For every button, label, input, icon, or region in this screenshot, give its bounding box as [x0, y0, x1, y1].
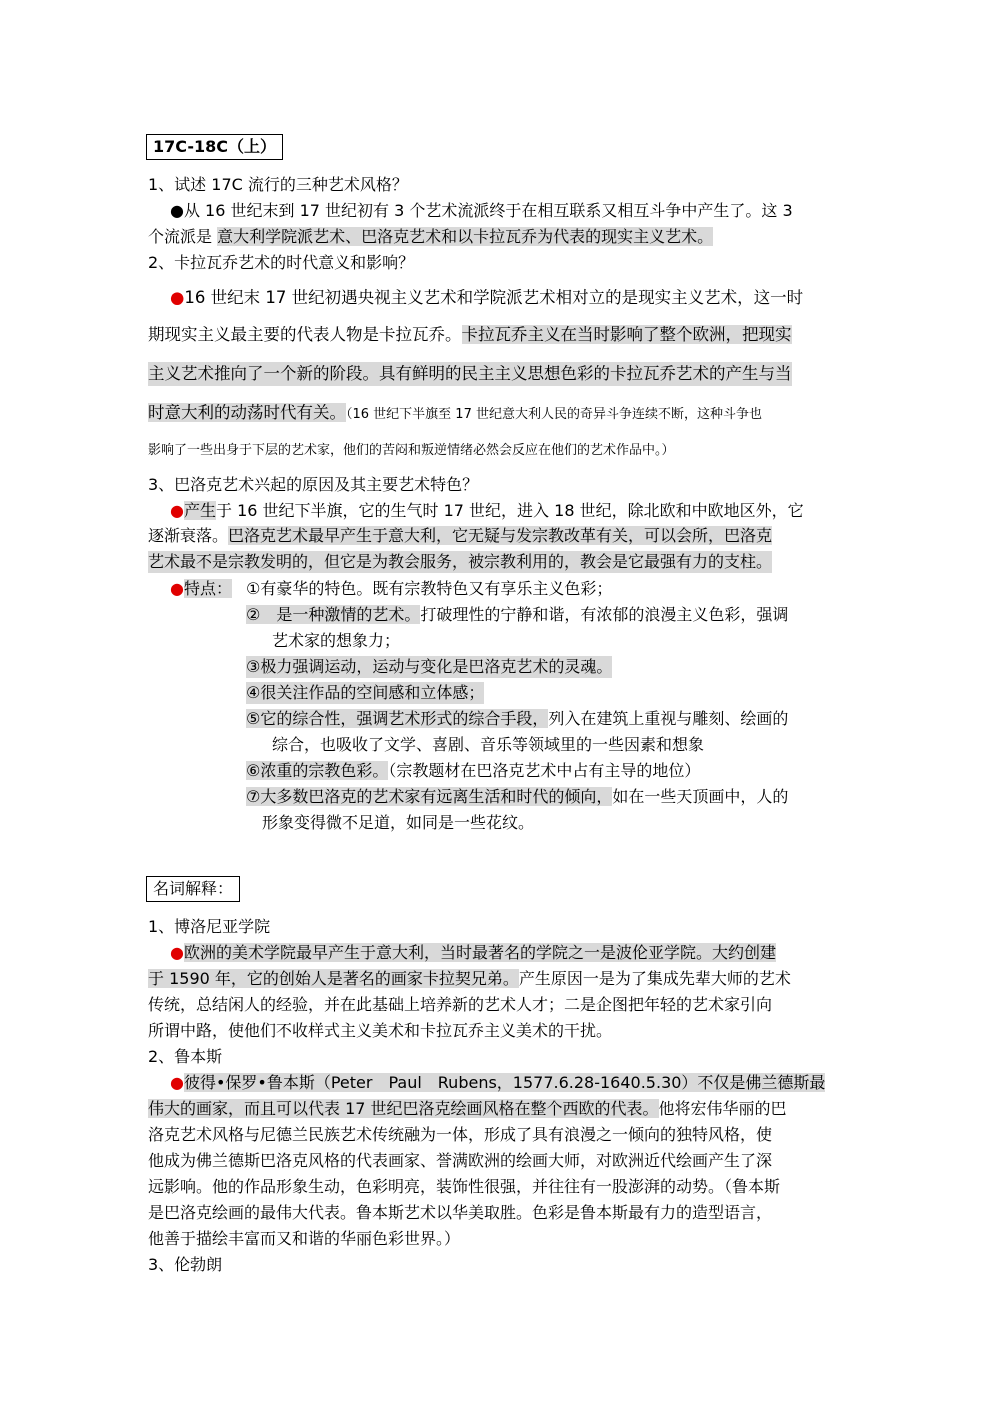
bullet-icon: ●	[170, 579, 184, 598]
term-1-line-4: 所谓中路，使他们不收样式主义美术和卡拉瓦乔主义美术的干扰。	[148, 1021, 613, 1040]
term-2-line-4: 他成为佛兰德斯巴洛克风格的代表画家、誉满欧洲的绘画大师，对欧洲近代绘画产生了深	[148, 1151, 773, 1170]
q3-text-1b: 于 16 世纪下半旗，它的生气时 17 世纪，进入 18 世纪，除北欧和中欧地区外，它	[215, 501, 804, 520]
bullet-icon: ●	[170, 501, 184, 520]
question-1: 1、试述 17C 流行的三种艺术风格？	[148, 175, 408, 194]
term-2-title: 2、鲁本斯	[148, 1047, 223, 1066]
q3-text-2b: 巴洛克艺术最早产生于意大利，它无疑与发宗教改革有关，可以会所，巴洛克	[228, 526, 773, 545]
q1-text-1: 从 16 世纪末到 17 世纪初有 3 个艺术流派终于在相互联系又相互斗争中产生了。这 3	[183, 201, 793, 220]
term-1-line-3: 传统，总结闲人的经验，并在此基础上培养新的艺术人才；二是企图把年轻的艺术家引向	[148, 995, 773, 1014]
term-1-line-2	[148, 968, 791, 990]
q3-line-1	[170, 500, 804, 522]
term-1-line-1	[170, 942, 776, 964]
feature-2	[246, 604, 788, 626]
q1-answer-line-1	[170, 200, 793, 222]
term-2-line-6: 是巴洛克绘画的最伟大代表。鲁本斯艺术以华美取胜。色彩是鲁本斯最有力的造型语言，	[148, 1203, 773, 1222]
feature-5-cont: 综合，也吸收了文学、喜剧、音乐等领域里的一些因素和想象	[272, 735, 705, 754]
term-2-text-1: 彼得•保罗•鲁本斯（Peter Paul Rubens，1577.6.28-1640.5.30）不仅是佛兰德斯最	[183, 1073, 826, 1092]
feature-7a: ⑦大多数巴洛克的艺术家有远离生活和时代的倾向，	[246, 787, 613, 806]
q3-line-3: 艺术最不是宗教发明的，但它是为教会服务，被宗教利用的，教会是它最强有力的支柱。	[148, 552, 773, 571]
question-2: 2、卡拉瓦乔艺术的时代意义和影响？	[148, 253, 415, 272]
feature-5b: 列入在建筑上重视与雕刻、绘画的	[548, 709, 789, 728]
feature-2b: 打破理性的宁静和谐，有浓郁的浪漫主义色彩，强调	[420, 605, 789, 624]
q2-note-2: 影响了一些出身于下层的艺术家，他们的苦闷和叛逆情绪必然会反应在他们的艺术作品中。）	[148, 443, 675, 458]
section-heading-terms: 名词解释：	[146, 876, 240, 902]
term-1-text-1: 欧洲的美术学院最早产生于意大利，当时最著名的学院之一是波伦亚学院。大约创建	[183, 943, 776, 962]
feature-3: ③极力强调运动，运动与变化是巴洛克艺术的灵魂。	[246, 657, 613, 676]
q2-note-1: （16 世纪下半旗至 17 世纪意大利人民的奇异斗争连续不断，这种斗争也	[346, 407, 762, 422]
q1-text-2a: 个流派是	[148, 227, 218, 246]
term-2-line-5: 远影响。他的作品形象生动，色彩明亮，装饰性很强，并往往有一股澎湃的动势。（鲁本斯	[148, 1177, 781, 1196]
term-2-line-2	[148, 1098, 787, 1120]
feature-1: ①有豪华的特色。既有宗教特色又有享乐主义色彩；	[246, 579, 613, 598]
q2-text-2a: 期现实主义最主要的代表人物是卡拉瓦乔。	[148, 325, 462, 344]
q3-text-2a: 逐渐衰落。	[148, 526, 229, 545]
term-3-title: 3、伦勃朗	[148, 1255, 223, 1274]
bullet-icon: ●	[170, 201, 184, 220]
q1-text-2b: 意大利学院派艺术、巴洛克艺术和以卡拉瓦乔为代表的现实主义艺术。	[217, 227, 714, 246]
section-heading-17c-18c: 17C-18C（上）	[146, 134, 283, 160]
q2-line-3: 主义艺术推向了一个新的阶段。具有鲜明的民主主义思想色彩的卡拉瓦乔艺术的产生与当	[148, 362, 792, 386]
q2-line-4	[148, 401, 762, 427]
feature-6b: （宗教题材在巴洛克艺术中占有主导的地位）	[388, 761, 701, 780]
feature-7-cont: 形象变得微不足道，如同是一些花纹。	[262, 813, 535, 832]
q1-answer-line-2	[148, 226, 713, 248]
q2-text-4: 时意大利的动荡时代有关。	[148, 403, 346, 422]
feature-7	[246, 786, 788, 808]
feature-2-cont: 艺术家的想象力；	[272, 631, 401, 650]
term-2-line-3: 洛克艺术风格与尼德兰民族艺术传统融为一体，形成了具有浪漫之一倾向的独特风格，使	[148, 1125, 773, 1144]
bullet-icon: ●	[170, 943, 184, 962]
term-1-text-2a: 于 1590 年，它的创始人是著名的画家卡拉契兄弟。	[148, 969, 519, 988]
q3-line-2	[148, 525, 772, 547]
term-2-text-2a: 伟大的画家，而且可以代表 17 世纪巴洛克绘画风格在整个西欧的代表。	[148, 1099, 659, 1118]
feature-6	[246, 760, 700, 782]
bullet-icon: ●	[170, 1073, 184, 1092]
bullet-icon: ●	[170, 288, 185, 307]
q2-text-2b: 卡拉瓦乔主义在当时影响了整个欧洲，把现实	[461, 325, 792, 344]
q3-text-1a: 产生	[183, 501, 216, 520]
feature-7b: 如在一些天顶画中，人的	[612, 787, 789, 806]
feature-2a: ② 是一种激情的艺术。	[246, 605, 421, 624]
q2-line-1	[170, 286, 803, 310]
feature-5	[246, 708, 788, 730]
term-1-title: 1、博洛尼亚学院	[148, 917, 271, 936]
features-label-text: 特点：	[183, 579, 232, 598]
question-3: 3、巴洛克艺术兴起的原因及其主要艺术特色？	[148, 475, 479, 494]
feature-4: ④很关注作品的空间感和立体感；	[246, 683, 485, 702]
term-2-line-7: 他善于描绘丰富而又和谐的华丽色彩世界。）	[148, 1229, 461, 1248]
q2-line-2	[148, 323, 792, 347]
term-2-text-2b: 他将宏伟华丽的巴	[658, 1099, 787, 1118]
feature-6a: ⑥浓重的宗教色彩。	[246, 761, 389, 780]
q2-text-1: 16 世纪末 17 世纪初遇央视主义艺术和学院派艺术相对立的是现实主义艺术，这一时	[184, 288, 804, 307]
features-label	[170, 578, 232, 600]
feature-5a: ⑤它的综合性，强调艺术形式的综合手段，	[246, 709, 549, 728]
term-2-line-1	[170, 1072, 825, 1094]
term-1-text-2b: 产生原因一是为了集成先辈大师的艺术	[518, 969, 791, 988]
